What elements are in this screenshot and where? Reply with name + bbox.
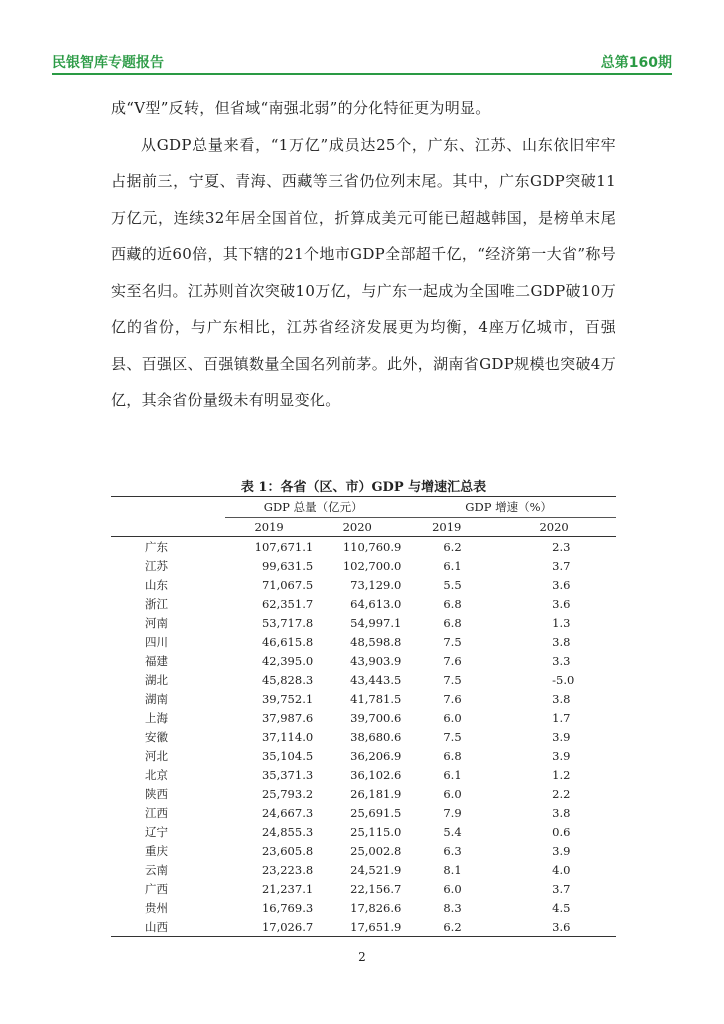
gdp-2020: 110,760.9 (342, 539, 402, 554)
province-name: 江西 (145, 805, 168, 820)
growth-2020: 3.6 (552, 577, 571, 592)
table-row (111, 556, 616, 575)
growth-2019: 7.5 (443, 634, 462, 649)
table-row (111, 860, 616, 879)
province-name: 湖南 (145, 691, 168, 706)
gdp-2019: 39,752.1 (261, 691, 314, 706)
report-header (52, 52, 672, 74)
province-name: 广西 (145, 881, 168, 896)
growth-2020: 1.7 (552, 710, 571, 725)
growth-2020: 3.7 (552, 881, 571, 896)
province-name: 云南 (145, 862, 168, 877)
gdp-2019: 23,223.8 (261, 862, 314, 877)
gdp-2020: 102,700.0 (342, 558, 402, 573)
growth-2020: -5.0 (552, 672, 575, 687)
growth-2019: 6.8 (443, 748, 462, 763)
province-name: 贵州 (145, 900, 168, 915)
gdp-2019: 45,828.3 (261, 672, 314, 687)
growth-2020: 3.7 (552, 558, 571, 573)
growth-2019: 7.6 (443, 653, 462, 668)
header-year: 2019 (225, 518, 313, 537)
gdp-2019: 35,104.5 (261, 748, 314, 763)
gdp-2019: 16,769.3 (261, 900, 314, 915)
table-caption: 表 1：各省（区、市）GDP 与增速汇总表 (240, 480, 487, 495)
growth-2019: 6.0 (443, 710, 462, 725)
gdp-2020: 36,206.9 (350, 748, 402, 763)
header-year: 2020 (492, 518, 616, 537)
growth-2020: 3.3 (552, 653, 571, 668)
province-name: 北京 (145, 767, 168, 782)
growth-2020: 3.8 (552, 634, 571, 649)
gdp-2020: 36,102.6 (350, 767, 402, 782)
gdp-2019: 71,067.5 (261, 577, 314, 592)
growth-2020: 3.9 (552, 748, 571, 763)
growth-2019: 6.0 (443, 786, 462, 801)
table-row (111, 651, 616, 670)
article-body (111, 90, 616, 419)
growth-2019: 6.0 (443, 881, 462, 896)
gdp-2020: 38,680.6 (350, 729, 402, 744)
table-row (111, 632, 616, 651)
province-name: 江苏 (145, 558, 168, 573)
province-name: 安徽 (145, 729, 168, 744)
growth-2019: 6.2 (443, 539, 462, 554)
page-number: 2 (358, 950, 366, 964)
paragraph-continued: 成“V型”反转，但省域“南强北弱”的分化特征更为明显。 (111, 99, 491, 117)
growth-2019: 7.5 (443, 672, 462, 687)
table-row (111, 708, 616, 727)
growth-2019: 5.4 (443, 824, 462, 839)
table-row (111, 594, 616, 613)
table-row (111, 784, 616, 803)
growth-2020: 1.2 (552, 767, 571, 782)
table-row (111, 746, 616, 765)
gdp-2020: 39,700.6 (350, 710, 402, 725)
province-name: 辽宁 (145, 824, 168, 839)
gdp-2020: 43,903.9 (350, 653, 402, 668)
growth-2019: 7.6 (443, 691, 462, 706)
gdp-2020: 17,651.9 (313, 917, 401, 937)
province-name: 重庆 (145, 843, 168, 858)
gdp-2020: 25,115.0 (350, 824, 402, 839)
growth-2020: 4.5 (552, 900, 571, 915)
gdp-2019: 107,671.1 (254, 539, 314, 554)
gdp-2019: 23,605.8 (261, 843, 314, 858)
header-year: 2020 (313, 518, 401, 537)
growth-2020: 0.6 (552, 824, 571, 839)
growth-2020: 1.3 (552, 615, 571, 630)
province-name: 广东 (145, 539, 168, 554)
issue-number: 总第160期 (600, 55, 672, 71)
growth-2019: 7.5 (443, 729, 462, 744)
gdp-2019: 21,237.1 (261, 881, 314, 896)
growth-2019: 6.1 (443, 767, 462, 782)
province-name: 山西 (111, 917, 225, 937)
gdp-2020: 24,521.9 (350, 862, 402, 877)
growth-2020: 2.2 (552, 786, 571, 801)
growth-2019: 8.1 (443, 862, 462, 877)
table-row (111, 841, 616, 860)
gdp-2019: 17,026.7 (225, 917, 313, 937)
province-name: 山东 (145, 577, 168, 592)
growth-2020: 3.9 (552, 843, 571, 858)
gdp-2020: 17,826.6 (350, 900, 402, 915)
growth-2019: 6.1 (443, 558, 462, 573)
table-row (111, 575, 616, 594)
gdp-2020: 22,156.7 (350, 881, 402, 896)
table-row (111, 898, 616, 917)
gdp-2020: 48,598.8 (350, 634, 402, 649)
table-row (111, 822, 616, 841)
province-name: 陕西 (145, 786, 168, 801)
growth-2020: 3.6 (552, 596, 571, 611)
province-name: 四川 (145, 634, 168, 649)
gdp-2019: 24,855.3 (261, 824, 314, 839)
gdp-2019: 42,395.0 (261, 653, 314, 668)
gdp-2019: 46,615.8 (261, 634, 314, 649)
growth-2020: 3.8 (552, 805, 571, 820)
table-row (111, 689, 616, 708)
gdp-2019: 53,717.8 (261, 615, 314, 630)
gdp-2020: 43,443.5 (350, 672, 402, 687)
gdp-2020: 41,781.5 (350, 691, 402, 706)
table-row (111, 879, 616, 898)
gdp-2020: 25,691.5 (350, 805, 402, 820)
growth-2020: 3.9 (552, 729, 571, 744)
gdp-2020: 64,613.0 (350, 596, 402, 611)
table-row (111, 917, 616, 937)
table-row (111, 727, 616, 746)
growth-2020: 3.8 (552, 691, 571, 706)
table-row (111, 537, 616, 557)
gdp-2019: 35,371.3 (261, 767, 314, 782)
province-name: 湖北 (145, 672, 168, 687)
paragraph-gdp-overview: 从GDP总量来看，“1万亿”成员达25个，广东、江苏、山东依旧牢牢占据前三，宁夏、青海、西藏等三省仍位列末尾。其中，广东GDP突破11万亿元，连续32年居全国首位，折算成美元可能已超越韩国，是榜单末尾西藏的近60倍，其下辖的21个地市GDP全部超千亿，“经济第一大省”称号实至名归。江苏则首次突破10万亿，与广东一起成为全国唯二GDP破10万亿的省份，与广东相比，江苏省经济发展更为均衡，4座万亿城市，百强县、百强区、百强镇数量全国名列前茅。此外，湖南省GDP规模也突破4万亿，其余省份量级未有明显变化。 (111, 135, 616, 409)
header-year: 2019 (401, 518, 492, 537)
gdp-2020: 54,997.1 (350, 615, 402, 630)
gdp-2019: 37,987.6 (261, 710, 314, 725)
growth-2019: 8.3 (443, 900, 462, 915)
header-divider (52, 73, 672, 75)
growth-2019: 7.9 (443, 805, 462, 820)
gdp-2020: 26,181.9 (350, 786, 402, 801)
province-name: 上海 (145, 710, 168, 725)
gdp-2019: 25,793.2 (261, 786, 314, 801)
table-row (111, 670, 616, 689)
growth-2020: 3.6 (492, 917, 616, 937)
province-name: 河南 (145, 615, 168, 630)
province-name: 福建 (145, 653, 168, 668)
growth-2019: 6.8 (443, 615, 462, 630)
growth-2019: 5.5 (443, 577, 462, 592)
gdp-table (111, 496, 616, 937)
province-name: 河北 (145, 748, 168, 763)
table-row (111, 803, 616, 822)
growth-2019: 6.8 (443, 596, 462, 611)
gdp-2019: 62,351.7 (261, 596, 314, 611)
table-row (111, 613, 616, 632)
header-gdp-total: GDP 总量（亿元） (225, 497, 401, 518)
growth-2019: 6.2 (401, 917, 492, 937)
growth-2020: 2.3 (552, 539, 571, 554)
table-row (111, 765, 616, 784)
gdp-2019: 24,667.3 (261, 805, 314, 820)
growth-2019: 6.3 (443, 843, 462, 858)
gdp-2019: 99,631.5 (261, 558, 314, 573)
header-gdp-growth: GDP 增速（%） (401, 497, 616, 518)
growth-2020: 4.0 (552, 862, 571, 877)
report-series-title: 民银智库专题报告 (52, 55, 164, 71)
gdp-2019: 37,114.0 (261, 729, 314, 744)
gdp-2020: 25,002.8 (350, 843, 402, 858)
gdp-2020: 73,129.0 (350, 577, 402, 592)
province-name: 浙江 (145, 596, 168, 611)
